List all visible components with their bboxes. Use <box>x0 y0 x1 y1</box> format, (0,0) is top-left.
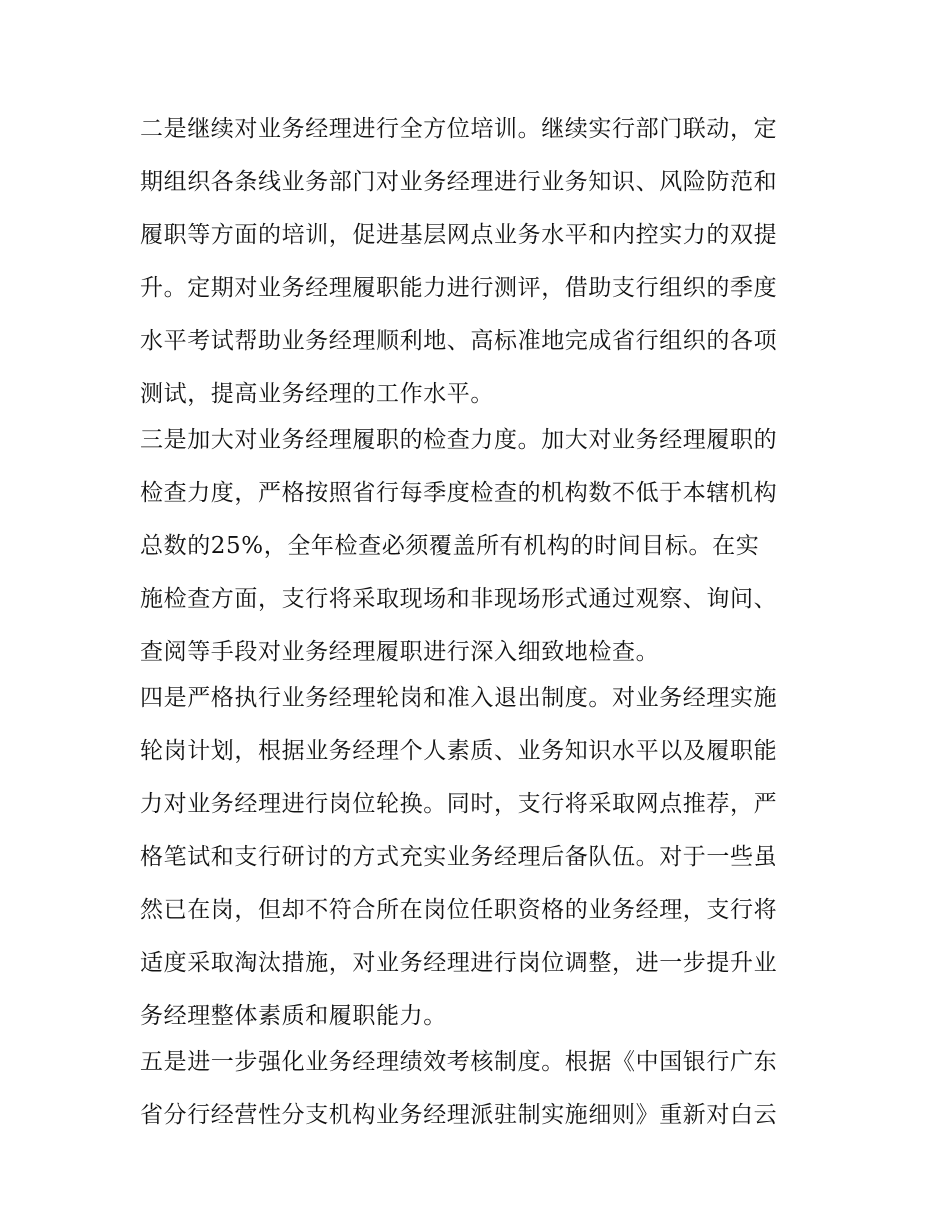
paragraph-line: 水平考试帮助业务经理顺利地、高标准地完成省行组织的各项 <box>140 328 778 354</box>
paragraph-line: 检查力度，严格按照省行每季度检查的机构数不低于本辖机构 <box>140 480 778 506</box>
paragraph-line: 适度采取淘汰措施，对业务经理进行岗位调整，进一步提升业 <box>140 950 778 976</box>
paragraph-line: 省分行经营性分支机构业务经理派驻制实施细则》重新对白云 <box>140 1102 778 1128</box>
paragraph-line: 测试，提高业务经理的工作水平。 <box>140 381 494 407</box>
paragraph-line: 务经理整体素质和履职能力。 <box>140 1003 447 1029</box>
paragraph-line: 履职等方面的培训，促进基层网点业务水平和内控实力的双提 <box>140 222 778 248</box>
paragraph-line: 五是进一步强化业务经理绩效考核制度。根据《中国银行广东 <box>140 1049 778 1075</box>
paragraph-line: 然已在岗，但却不符合所在岗位任职资格的业务经理，支行将 <box>140 897 778 923</box>
paragraph-line: 施检查方面，支行将采取现场和非现场形式通过观察、询问、 <box>140 586 778 612</box>
paragraph-line: 力对业务经理进行岗位轮换。同时，支行将采取网点推荐，严 <box>140 791 778 817</box>
paragraph-line: 四是严格执行业务经理轮岗和准入退出制度。对业务经理实施 <box>140 685 778 711</box>
paragraph-line: 三是加大对业务经理履职的检查力度。加大对业务经理履职的 <box>140 427 778 453</box>
paragraph-line: 升。定期对业务经理履职能力进行测评，借助支行组织的季度 <box>140 275 778 301</box>
paragraph-line: 查阅等手段对业务经理履职进行深入细致地检查。 <box>140 639 660 665</box>
paragraph-line: 格笔试和支行研讨的方式充实业务经理后备队伍。对于一些虽 <box>140 844 778 870</box>
paragraph-line: 总数的25%，全年检查必须覆盖所有机构的时间目标。在实 <box>140 533 760 559</box>
paragraph-line: 二是继续对业务经理进行全方位培训。继续实行部门联动，定 <box>140 116 778 142</box>
paragraph-line: 期组织各条线业务部门对业务经理进行业务知识、风险防范和 <box>140 169 778 195</box>
paragraph-line: 轮岗计划，根据业务经理个人素质、业务知识水平以及履职能 <box>140 738 778 764</box>
